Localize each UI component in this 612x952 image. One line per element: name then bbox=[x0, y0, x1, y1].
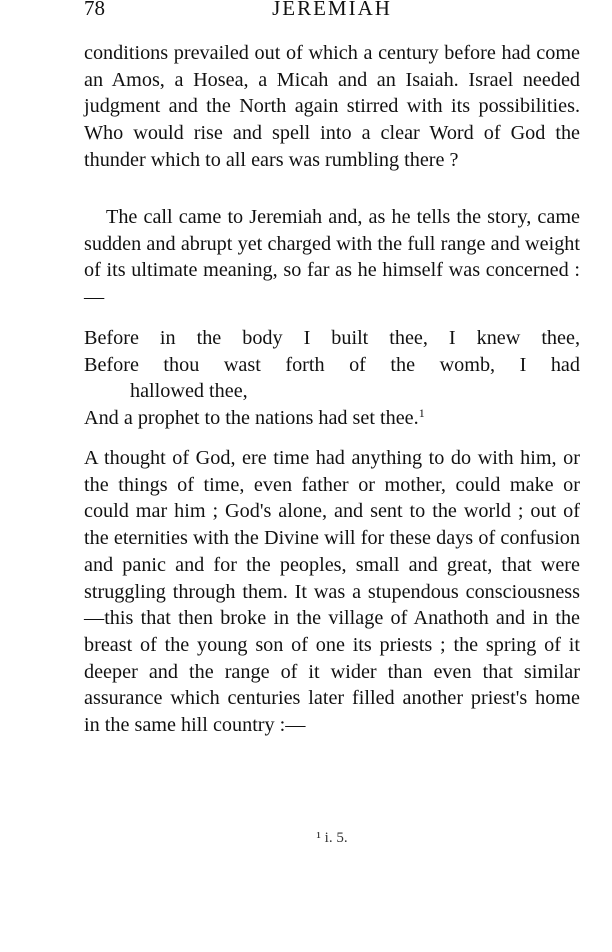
verse-block bbox=[84, 325, 580, 432]
verse-line-1: Before in the body I built thee, I knew thee, bbox=[84, 327, 580, 349]
running-header bbox=[84, 0, 580, 22]
page-number: 78 bbox=[84, 0, 105, 20]
verse-line-2: Before thou wast forth of the womb, I had bbox=[84, 353, 580, 376]
paragraph-1: conditions prevailed out of which a century before had come an Amos, a Hosea, a Micah and an Isaiah. Israel needed judgment and the North again stirred with its possibilities. Who would rise and spell into a clear Word of God the thunder which to all ears was rumbling there ? bbox=[84, 42, 580, 171]
paragraph-3: A thought of God, ere time had anything to do with him, or the things of time, even father or mother, could make or could mar him ; God's alone, and sent to the world ; out of the eternities with the Divine will for these days of confusion and panic and for the peoples, small and great, that were struggling through them. It was a stupendous consciousness—this that then broke in the village of Anathoth and in the breast of the young son of one its priests ; the spring of it deeper and the range of it wider than even that similar assurance which centuries later filled another priest's home in the same hill country :— bbox=[84, 447, 580, 737]
running-title: JEREMIAH bbox=[272, 0, 392, 20]
footnote: ¹ i. 5. bbox=[316, 830, 348, 846]
paragraph-2: The call came to Jeremiah and, as he tells the story, came sudden and abrupt yet charged with the full range and weight of its ultimate meaning, so far as he himself was concerned :— bbox=[84, 206, 580, 309]
verse-line-2-continuation: hallowed thee, bbox=[130, 380, 248, 403]
verse-line-3: And a prophet to the nations had set thee. bbox=[84, 407, 419, 430]
verse-line-3-wrapper bbox=[84, 405, 580, 432]
footnote-reference: 1 bbox=[418, 406, 425, 421]
